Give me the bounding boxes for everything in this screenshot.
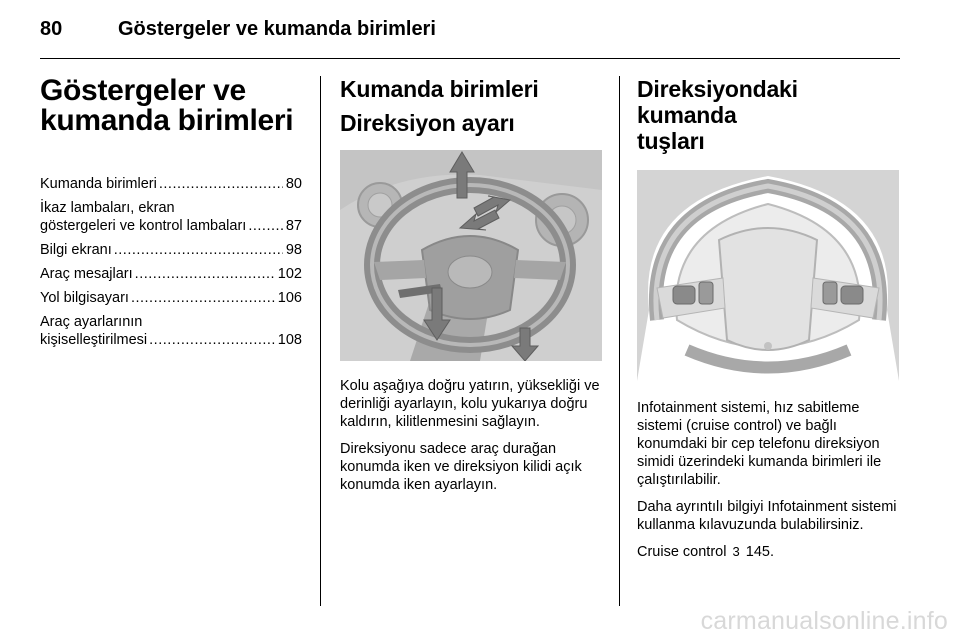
table-of-contents <box>40 175 302 349</box>
chapter-title <box>40 76 302 136</box>
toc-entry-title: Bilgi ekranı <box>40 242 112 258</box>
toc-entry-leader-line <box>40 331 302 349</box>
page-number: 80 <box>40 18 63 40</box>
cruise-control-page[interactable]: 145. <box>745 544 774 560</box>
toc-entry[interactable] <box>40 199 302 235</box>
steering-adjust-figure <box>340 150 602 361</box>
right-column <box>637 76 902 570</box>
page-header <box>40 14 900 60</box>
toc-entry-leader-line <box>40 265 302 283</box>
cruise-control-text: Cruise control <box>637 544 727 560</box>
toc-entry-line: Araç ayarlarının <box>40 314 143 330</box>
toc-entry-page: 108 <box>277 332 302 348</box>
toc-entry-title: göstergeleri ve kontrol lambaları <box>40 218 247 234</box>
steering-adjust-illustration <box>340 150 602 361</box>
toc-entry-page: 87 <box>285 218 302 234</box>
toc-entry-page: 102 <box>277 266 302 282</box>
toc-leader-dots <box>131 289 275 307</box>
toc-leader-dots <box>159 175 283 193</box>
steering-paragraph-2: Direksiyonu sadece araç durağan konumda iken ve direksiyon kilidi açık konumda iken ayarlayın. <box>340 441 582 493</box>
toc-entry-title: Yol bilgisayarı <box>40 290 129 306</box>
section-title-controls-line2: tuşları <box>637 128 705 154</box>
controls-paragraph-1: Infotainment sistemi, hız sabitleme sistemi (cruise control) ve bağlı konumdaki bir cep telefonu direksiyon simidi üzerindeki kumanda birimleri ile çalıştırılabilir. <box>637 400 882 488</box>
toc-leader-dots <box>149 331 275 349</box>
cruise-control-reference <box>637 543 902 561</box>
left-column <box>40 76 302 355</box>
reference-arrow-icon: 3 <box>732 544 740 559</box>
toc-entry-page: 98 <box>285 242 302 258</box>
header-rule <box>40 58 900 59</box>
steering-paragraph-1: Kolu aşağıya doğru yatırın, yüksekliği ve derinliği ayarlayın, kolu yukarıya doğru kaldırın, kilitlenmesini sağlayın. <box>340 378 600 430</box>
toc-entry-page: 106 <box>277 290 302 306</box>
section-title-controls <box>637 76 902 154</box>
column-divider-1 <box>320 76 321 606</box>
toc-entry-leader-line <box>40 241 302 259</box>
toc-entry[interactable] <box>40 265 302 283</box>
chapter-title-line1: Göstergeler ve <box>40 74 246 107</box>
toc-entry[interactable] <box>40 175 302 193</box>
section-title-controls-line1: Direksiyondaki kumanda <box>637 76 798 128</box>
toc-entry-title: Araç mesajları <box>40 266 133 282</box>
toc-entry-leader-line <box>40 217 302 235</box>
toc-leader-dots <box>135 265 275 283</box>
steering-controls-illustration <box>637 170 899 381</box>
middle-column <box>340 76 602 503</box>
toc-entry-leader-line <box>40 289 302 307</box>
controls-paragraph-2: Daha ayrıntılı bilgiyi Infotainment sistemi kullanma kılavuzunda bulabilirsiniz. <box>637 499 897 533</box>
toc-entry[interactable] <box>40 313 302 349</box>
subsection-title: Direksiyon ayarı <box>340 110 515 136</box>
toc-entry[interactable] <box>40 241 302 259</box>
toc-entry-leader-line <box>40 175 302 193</box>
section-title: Kumanda birimleri <box>340 76 539 102</box>
watermark: carmanualsonline.info <box>700 607 948 635</box>
steering-controls-figure <box>637 170 899 381</box>
toc-entry-title: kişiselleştirilmesi <box>40 332 148 348</box>
toc-entry-line: İkaz lambaları, ekran <box>40 200 175 216</box>
running-title: Göstergeler ve kumanda birimleri <box>118 18 436 40</box>
toc-entry[interactable] <box>40 289 302 307</box>
toc-entry-title: Kumanda birimleri <box>40 176 157 192</box>
toc-entry-page: 80 <box>285 176 302 192</box>
column-divider-2 <box>619 76 620 606</box>
toc-leader-dots <box>114 241 283 259</box>
chapter-title-line2: kumanda birimleri <box>40 104 294 137</box>
toc-leader-dots <box>248 217 283 235</box>
